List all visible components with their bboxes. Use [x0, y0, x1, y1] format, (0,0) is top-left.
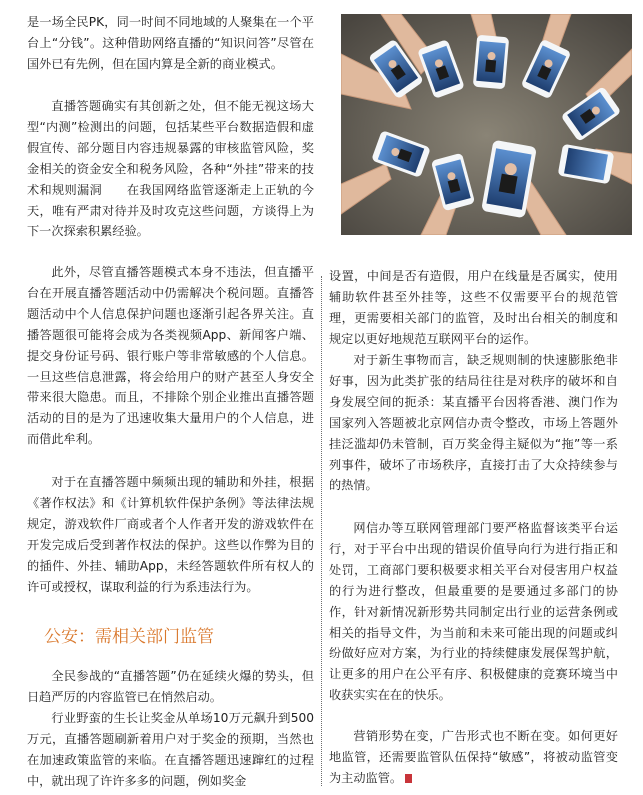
right-paragraph-4: 营销形势在变，广告形式也不断在变。如何更好地监管，还需要监管队伍保持“敏感”，将被动监管变为主动监管。 [329, 729, 618, 785]
left-paragraph-2: 直播答题确实有其创新之处，但不能无视这场大型“内测”检测出的问题，包括某些平台数据造假和虚假宣传、部分题目内容违规暴露的审核监管风险，奖金相关的资金安全和税务风险，各种“外挂”带来的技术和规则漏洞 在我国网络监管逐渐走上正轨的今天，唯有严肃对待并及时攻克这些问题，方谈得上为下一次探索积累经验。 [27, 99, 314, 239]
right-paragraph-1: 设置，中间是否有造假，用户在线量是否属实，使用辅助软件甚至外挂等，这些不仅需要平台的规范管理，更需要相关部门的监管，及时出台相关的制度和规定以更好地规范互联网平台的运作。 [329, 269, 618, 346]
left-paragraph-4: 对于在直播答题中频频出现的辅助和外挂，根据《著作权法》和《计算机软件保护条例》等法律法规规定，游戏软件厂商或者个人作者开发的游戏软件在开发完成后受到著作权法的保护。这些以作弊为目的的插件、外挂、辅助App，未经答题软件所有权人的许可或授权，谋取利益的行为系违法行为。 [27, 475, 314, 594]
left-paragraph-5: 全民参战的“直播答题”仍在延续火爆的势头，但日趋严厉的内容监管已在悄然启动。 [27, 669, 314, 704]
right-paragraph-4-wrap [329, 726, 618, 789]
article-photo [341, 14, 632, 235]
column-divider [321, 276, 322, 786]
left-paragraph-6: 行业野蛮的生长让奖金从单场10万元飙升到500万元，直播答题刷新着用户对于奖金的预期，当然也在加速政策监管的来临。在直播答题迅速蹿红的过程中，就出现了许许多多的问题，例如奖金 [27, 711, 314, 788]
section-heading: 公安：需相关部门监管 [44, 627, 214, 647]
right-paragraph-3: 网信办等互联网管理部门要严格监督该类平台运行，对于平台中出现的错误价值导向行为进行指正和处罚，工商部门要积极要求相关平台对侵害用户权益的行为进行整改，但最重要的是要通过多部门的协作，针对新情况新形势共同制定出行业的运营条例或相关的指导文件，为当前和未来可能出现的问题或纠纷做好应对方案，为行业的持续健康发展保驾护航，让更多的用户在公平有序、积极健康的竞赛环境当中收获实实在在的快乐。 [329, 521, 618, 703]
hands-smartphones-icon [341, 14, 632, 235]
article-end-mark-icon [405, 774, 412, 783]
right-paragraph-2: 对于新生事物而言，缺乏规则制的快速膨胀绝非好事，因为此类扩张的结局往往是对秩序的破坏和自身发展空间的扼杀：某直播平台因将香港、澳门作为国家列入答题被北京网信办责令整改，市场上答题外挂泛滥却仍未管制，百万奖金得主疑似为“拖”等一系列事件，破坏了市场秩序，直接打击了大众持续参与的热情。 [329, 353, 618, 493]
left-paragraph-3: 此外，尽管直播答题模式本身不违法，但直播平台在开展直播答题活动中仍需解决个税问题。直播答题活动中个人信息保护问题也逐渐引起各界关注。直播答题很可能将会成为各类视频App、新闻客户端、提交身份证号码、银行账户等非常敏感的个人信息。一旦这些信息泄露，将会给用户的财产甚至人身安全带来很大隐患。而且，不排除个别企业推出直播答题活动的目的是为了迅速收集大量用户的个人信息，进而借此牟利。 [27, 265, 314, 447]
left-paragraph-1: 是一场全民PK，同一时间不同地域的人聚集在一个平台上“分钱”。这种借助网络直播的“知识问答”尽管在国外已有先例，但在国内算是全新的商业模式。 [27, 15, 314, 71]
